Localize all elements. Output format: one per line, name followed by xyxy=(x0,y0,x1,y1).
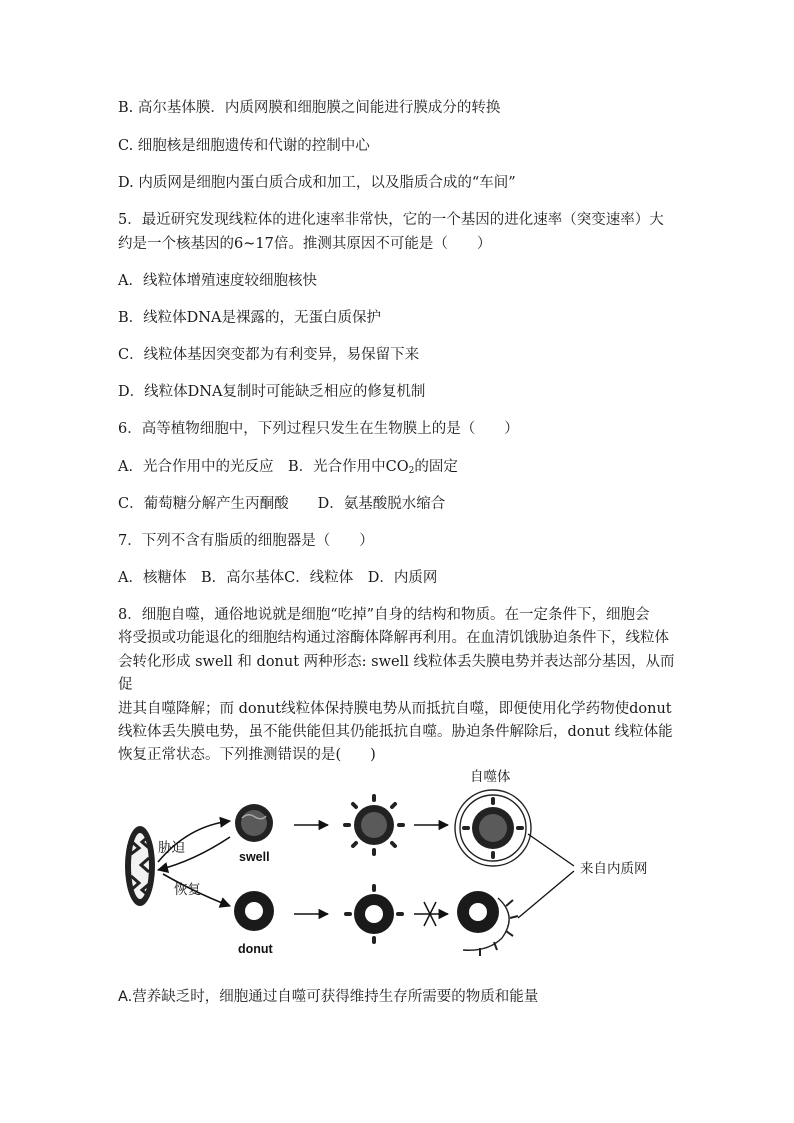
swell-mitochondrion xyxy=(235,804,273,842)
autophagosome xyxy=(455,790,531,866)
q8-stem-line-1: 8．细胞自噬，通俗地说就是细胞“吃掉”自身的结构和物质。在一定条件下，细胞会 xyxy=(118,607,650,623)
q5-option-c: C．线粒体基因突变都为有利变异，易保留下来 xyxy=(118,347,420,363)
q5-option-b: B．线粒体DNA是裸露的，无蛋白质保护 xyxy=(118,310,381,326)
q8-option-a: A.营养缺乏时，细胞通过自噬可获得维持生存所需要的物质和能量 xyxy=(118,989,539,1005)
recover-label: 恢复 xyxy=(174,882,201,898)
q5-stem-line-2: 约是一个核基因的6~17倍。推测其原因不可能是（ ） xyxy=(118,236,492,252)
donut-label: donut xyxy=(238,942,273,956)
q6-options-ab-post: 的固定 xyxy=(414,459,458,475)
er-line-lower xyxy=(518,871,574,918)
q6-options-cd: C．葡萄糖分解产生丙酮酸 D．氨基酸脱水缩合 xyxy=(118,496,446,512)
q5-option-a: A．线粒体增殖速度较细胞核快 xyxy=(118,273,317,289)
q7-options: A．核糖体 B．高尔基体C．线粒体 D．内质网 xyxy=(118,570,438,586)
q8-stem xyxy=(118,604,676,768)
q6-options-ab-pre: A．光合作用中的光反应 B．光合作用中CO xyxy=(118,459,409,475)
q5-stem-line-1: 5．最近研究发现线粒体的进化速率非常快，它的一个基因的进化速率（突变速率）大 xyxy=(118,212,664,228)
q8-stem-line-4: 进其自噬降解；而 donut线粒体保持膜电势从而抵抗自噬，即便使用化学药物使donut xyxy=(118,700,672,717)
q8-stem-line-6: 恢复正常状态。下列推测错误的是( ) xyxy=(118,747,376,764)
normal-mitochondrion xyxy=(125,826,155,906)
q4-option-c: C. 细胞核是细胞遗传和代谢的控制中心 xyxy=(118,138,370,154)
q6-options-ab xyxy=(118,457,458,481)
q8-stem-line-2: 将受损或功能退化的细胞结构通过溶酶体降解再利用。在血清饥饿胁迫条件下，线粒体 xyxy=(118,630,669,647)
donut-depolarized-mitochondrion xyxy=(346,886,402,942)
q8-stem-line-5: 线粒体丢失膜电势，虽不能供能但其仍能抵抗自噬。胁迫条件解除后，donut 线粒体能 xyxy=(118,724,673,741)
q5-option-d: D．线粒体DNA复制时可能缺乏相应的修复机制 xyxy=(118,384,426,400)
q8-stem-line-3: 会转化形成 swell 和 donut 两种形态: swell 线粒体丢失膜电势并表达部分基因，从而促 xyxy=(118,653,675,694)
q6-stem: 6．高等植物细胞中，下列过程只发生在生物膜上的是（ ） xyxy=(118,421,519,437)
q4-option-d: D. 内质网是细胞内蛋白质合成和加工，以及脂质合成的“车间” xyxy=(118,175,516,191)
q7-stem: 7．下列不含有脂质的细胞器是（ ） xyxy=(118,533,374,549)
er-line-upper xyxy=(528,834,574,866)
from-er-label: 来自内质网 xyxy=(580,861,648,877)
co2-subscript: 2 xyxy=(408,466,415,476)
swell-label: swell xyxy=(239,850,270,864)
autophagosome-label: 自噬体 xyxy=(470,769,511,785)
blocked-arrow xyxy=(414,902,448,926)
mitochondria-autophagy-figure xyxy=(118,766,678,961)
stress-label: 胁迫 xyxy=(158,840,185,856)
donut-mitochondrion xyxy=(234,891,274,931)
swell-depolarized-mitochondrion xyxy=(345,796,403,854)
q4-option-b: B. 高尔基体膜．内质网膜和细胞膜之间能进行膜成分的转换 xyxy=(118,100,501,116)
donut-resisting-mitochondrion xyxy=(457,891,518,956)
